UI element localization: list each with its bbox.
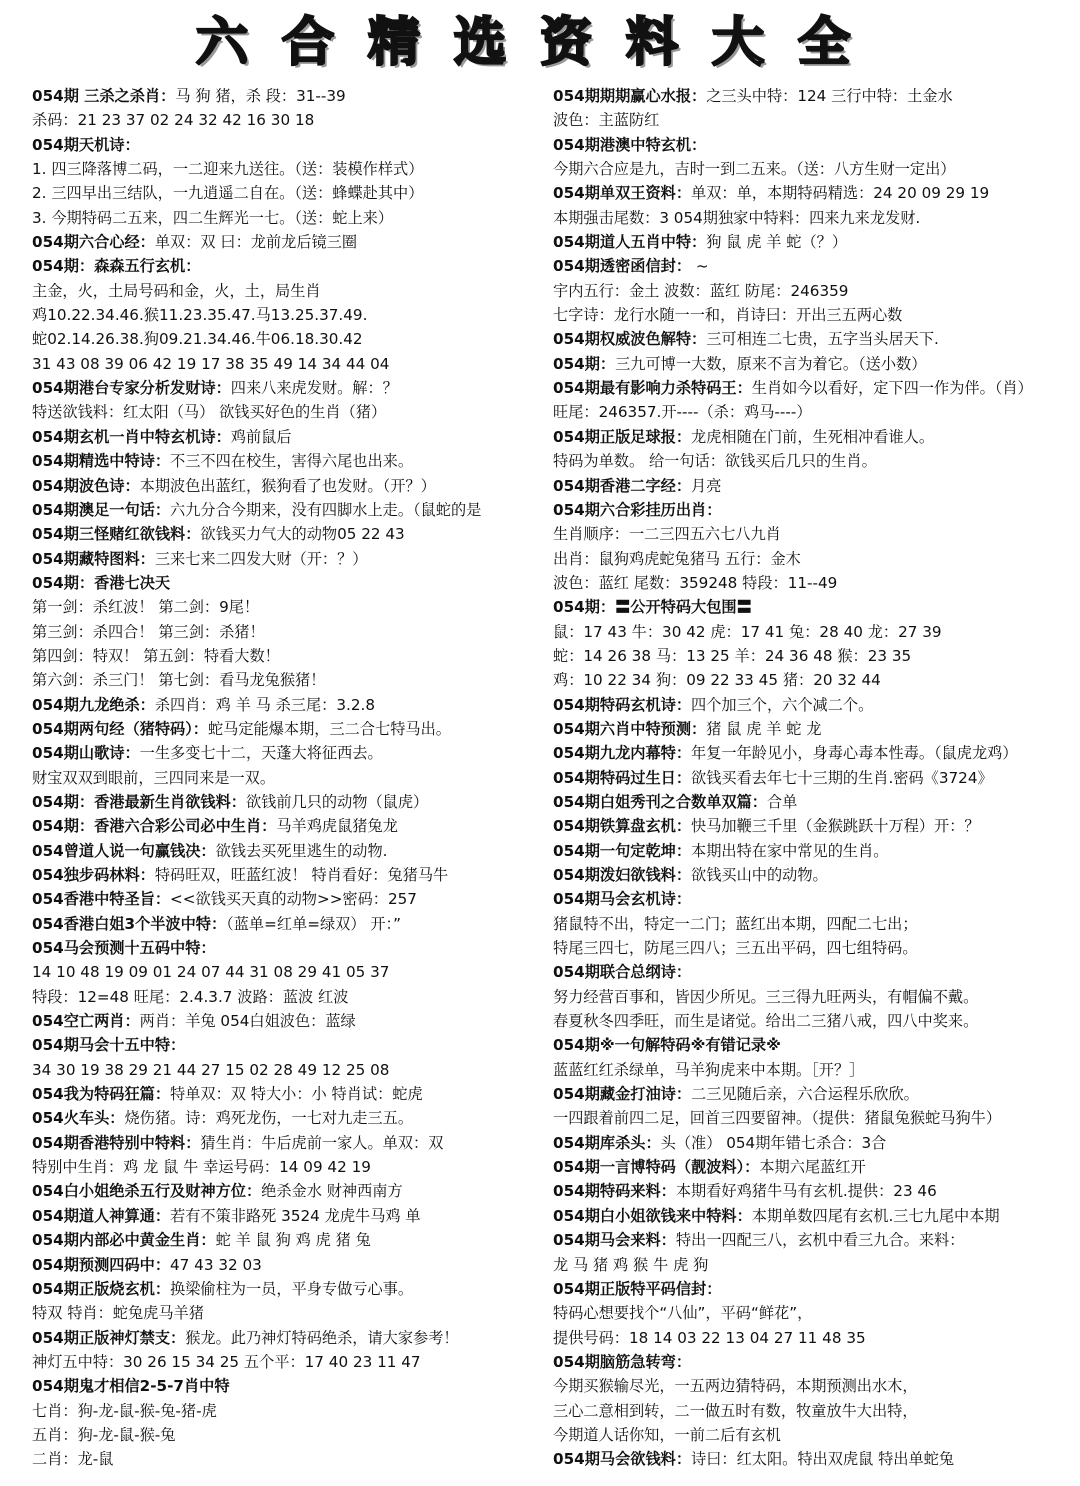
text-line	[553, 522, 1073, 546]
text-line	[553, 936, 1073, 960]
line-heading: 054期山歌诗：	[32, 744, 140, 763]
line-heading: 054期港台专家分析发财诗：	[32, 379, 231, 398]
line-heading: 054期马会来料：	[553, 1231, 676, 1250]
line-text: 蛇：14 26 38 马：13 25 羊：24 36 48 猴：23 35	[553, 646, 912, 665]
text-line	[32, 912, 548, 936]
line-heading: 054期道人五肖中特：	[553, 233, 707, 252]
line-text: 三九可博一大数，原来不言为着它。（送小数）	[615, 354, 927, 373]
line-text: 五肖：狗-龙-鼠-猴-兔	[32, 1425, 176, 1444]
line-text: 合单	[766, 792, 798, 811]
text-line	[32, 741, 548, 765]
line-text: 猪 鼠 虎 羊 蛇 龙	[706, 719, 822, 738]
text-line	[32, 960, 548, 984]
text-line	[32, 230, 548, 254]
text-line	[553, 1277, 1073, 1301]
text-line	[553, 449, 1073, 473]
line-text: 神灯五中特：30 26 15 34 25 五个平：17 40 23 11 47	[32, 1352, 421, 1371]
line-text: 特双 特肖：蛇兔虎马羊猪	[32, 1304, 204, 1323]
line-text: 今期六合应是九，吉时一到二五来。（送：八方生财一定出）	[553, 160, 956, 179]
text-line	[32, 668, 548, 692]
line-text: 马 狗 猪，杀 段：31--39	[175, 87, 346, 105]
text-line	[553, 766, 1073, 790]
line-text: 单双：单，本期特码精选：24 20 09 29 19	[691, 184, 990, 203]
text-line	[553, 108, 1073, 132]
text-line	[32, 425, 548, 449]
line-text: <<欲钱买天真的动物>>密码：257	[170, 890, 417, 909]
line-heading: 054期港澳中特玄机：	[553, 135, 707, 154]
line-text: 一生多变七十二，天蓬大将征西去。	[139, 744, 383, 763]
text-line	[553, 474, 1073, 498]
line-text: 不三不四在校生，害得六尾也出来。	[170, 452, 414, 471]
line-text: 14 10 48 19 09 01 24 07 44 31 08 29 41 05 37	[32, 963, 390, 982]
line-text: 特段：12=48 旺尾：2.4.3.7 波路：蓝波 红波	[32, 987, 349, 1006]
line-heading: 054期：〓公开特码大包围〓	[553, 598, 752, 617]
line-heading: 054期马会十五中特：	[32, 1036, 186, 1055]
text-line	[553, 230, 1073, 254]
line-text: 七字诗：龙行水随一一和，肖诗曰：开出三五两心数	[553, 306, 903, 325]
text-line	[553, 1058, 1073, 1082]
line-heading: 054期特码玄机诗：	[553, 695, 692, 714]
text-line	[553, 1082, 1073, 1106]
line-text: 蛇 羊 鼠 狗 鸡 虎 猪 兔	[215, 1231, 371, 1250]
line-heading: 054期一言博特码（靓波料）：	[553, 1158, 760, 1177]
text-line	[32, 1350, 548, 1374]
line-text: 杀码：21 23 37 02 24 32 42 16 30 18	[32, 111, 315, 130]
text-line	[553, 1301, 1073, 1325]
text-line	[553, 206, 1073, 230]
text-line	[553, 912, 1073, 936]
text-line	[553, 1350, 1073, 1374]
text-line	[32, 766, 548, 790]
line-heading: 054期正版烧玄机：	[32, 1279, 171, 1298]
text-line	[553, 84, 1073, 108]
text-line	[32, 1033, 548, 1057]
line-heading: 054期透密函信封：	[553, 257, 692, 276]
text-line	[32, 1301, 548, 1325]
line-heading: 054期：香港最新生肖欲钱料：	[32, 792, 246, 811]
text-line	[32, 108, 548, 132]
line-text: 特送欲钱料：红太阳（马） 欲钱买好色的生肖（猪）	[32, 403, 387, 422]
line-text: 狗 鼠 虎 羊 蛇（？）	[706, 233, 848, 252]
text-line	[553, 1179, 1073, 1203]
text-line	[553, 279, 1073, 303]
line-heading: 054期：	[553, 354, 616, 373]
line-text: 旺尾：246357.开----（杀：鸡马----）	[553, 403, 812, 422]
text-line	[32, 717, 548, 741]
line-text: 31 43 08 39 06 42 19 17 38 35 49 14 34 44 04	[32, 354, 390, 373]
line-text: 波色：主蓝防红	[553, 111, 660, 130]
line-text: 欲钱买看去年七十三期的生肖.密码《3724》	[691, 768, 993, 787]
text-line	[553, 620, 1073, 644]
text-line	[32, 571, 548, 595]
line-text: 龙虎相随在门前，生死相冲看谁人。	[691, 427, 935, 446]
line-text: 波色：蓝红 尾数：359248 特段：11--49	[553, 573, 838, 592]
line-text: 第四剑：特双！ 第五剑：特看大数！	[32, 646, 280, 665]
line-text: 猪鼠特不出，特定一二门；蓝红出本期，四配二七出；	[553, 914, 918, 933]
line-heading: 054白小姐绝杀五行及财神方位：	[32, 1182, 262, 1201]
line-text: 特出一四配三八，玄机中看三九合。来料：	[675, 1231, 965, 1250]
line-text: 单双：双 曰：龙前龙后镜三圈	[154, 233, 358, 252]
text-line	[553, 1423, 1073, 1447]
line-heading: 054期正版特平码信封：	[553, 1279, 722, 1298]
text-line	[553, 352, 1073, 376]
line-heading: 054期玄机一肖中特玄机诗：	[32, 427, 231, 446]
line-text: 春夏秋冬四季旺，而生是诸觉。给出二三猪八戒，四八中奖来。	[553, 1012, 979, 1031]
text-line	[32, 157, 548, 181]
text-line	[553, 1155, 1073, 1179]
text-line	[553, 425, 1073, 449]
line-heading: 054香港中特圣旨：	[32, 890, 171, 909]
text-line	[553, 839, 1073, 863]
text-line	[553, 181, 1073, 205]
line-text: 蛇马定能爆本期，三二合七特马出。	[207, 719, 451, 738]
line-text: 本期看好鸡猪牛马有玄机.提供：23 46	[675, 1182, 937, 1201]
line-text: 若有不策非路死 3524 龙虎牛马鸡 单	[170, 1206, 421, 1225]
line-text: 欲钱前几只的动物（鼠虎）	[245, 792, 429, 811]
line-heading: 054期道人神算通：	[32, 1206, 171, 1225]
line-heading: 054期藏金打油诗：	[553, 1085, 692, 1104]
line-text: 头（准） 054期年错七杀合：3合	[660, 1133, 887, 1152]
text-line	[553, 1131, 1073, 1155]
line-text: ~	[691, 257, 709, 276]
line-heading: 054期两句经（猪特码）：	[32, 719, 208, 738]
line-text: 今期买猴输尽光，一五两边猜特码，本期预测出水木，	[553, 1377, 918, 1396]
text-line	[32, 181, 548, 205]
line-heading: 054期马会玄机诗：	[553, 890, 692, 909]
line-text: 诗曰：红太阳。特出双虎鼠 特出单蛇兔	[691, 1450, 955, 1469]
text-line	[32, 1228, 548, 1252]
line-heading: 054期※一句解特码※有错记录※	[553, 1036, 781, 1055]
line-text: 今期道人话你知，一前二后有玄机	[553, 1425, 781, 1444]
text-line	[553, 133, 1073, 157]
line-heading: 054独步码林料：	[32, 866, 155, 884]
line-heading: 054期波色诗：	[32, 476, 140, 495]
line-heading: 054期内部必中黄金生肖：	[32, 1231, 216, 1250]
line-text: 四个加三个，六个减二个。	[691, 695, 874, 714]
text-line	[553, 985, 1073, 1009]
line-heading: 054期香港二字经：	[553, 476, 692, 495]
text-line	[32, 376, 548, 400]
line-heading: 054期藏特图料：	[32, 549, 155, 568]
text-line	[32, 400, 548, 424]
text-line	[553, 400, 1073, 424]
text-line	[553, 1009, 1073, 1033]
line-heading: 054期权威波色解特：	[553, 330, 707, 349]
text-line	[553, 960, 1073, 984]
line-heading: 054期最有影响力杀特码王：	[553, 379, 752, 398]
line-text: 3. 今期特码二五来，四二生辉光一七。（送：蛇上来）	[32, 208, 394, 227]
text-line	[553, 595, 1073, 619]
text-line	[32, 547, 548, 571]
line-text: 烧伤猪。诗：鸡死龙伤，一七对九走三五。	[124, 1109, 414, 1128]
text-line	[32, 693, 548, 717]
text-line	[32, 644, 548, 668]
page-title: 六合精选资料大全	[195, 13, 884, 73]
line-heading: 054期香港特别中特料：	[32, 1133, 201, 1152]
line-text: 财宝双双到眼前，三四同来是一双。	[32, 768, 275, 787]
text-line	[553, 1033, 1073, 1057]
line-heading: 054空亡两肖：	[32, 1012, 140, 1031]
line-heading: 054期库杀头：	[553, 1133, 661, 1152]
text-line	[32, 1009, 548, 1033]
text-line	[32, 1447, 548, 1471]
text-line	[553, 814, 1073, 838]
line-text: 快马加鞭三千里（金猴跳跃十万程）开：？	[691, 817, 980, 836]
text-line	[553, 498, 1073, 522]
text-line	[553, 1447, 1073, 1471]
text-line	[553, 644, 1073, 668]
line-heading: 054火车头：	[32, 1109, 125, 1128]
line-heading: 054期正版足球报：	[553, 427, 692, 446]
line-text: 鸡前鼠后	[230, 427, 292, 446]
text-line	[553, 717, 1073, 741]
line-heading: 054期精选中特诗：	[32, 452, 171, 471]
text-line	[32, 279, 548, 303]
line-text: 努力经营百事和，皆因少所见。三三得九旺两头，有帽偏不戴。	[553, 987, 979, 1006]
line-text: 2. 三四早出三结队，一九逍遥二自在。（送：蜂蝶赴其中）	[32, 184, 424, 203]
line-heading: 054期铁算盘玄机：	[553, 817, 692, 836]
line-heading: 054期六合彩挂历出肖：	[553, 500, 722, 519]
text-line	[32, 1179, 548, 1203]
line-text: 特码心想要找个“八仙”，平码“鲜花”，	[553, 1304, 813, 1323]
text-line	[32, 863, 548, 887]
line-text: 两肖：羊兔 054白姐波色：蓝绿	[139, 1012, 356, 1031]
line-text: 第六剑：杀三门！ 第七剑：看马龙兔猴猪！	[32, 671, 326, 690]
line-text: 第三剑：杀四合！ 第三剑：杀猪！	[32, 622, 265, 641]
text-line	[553, 668, 1073, 692]
line-text: 47 43 32 03	[170, 1255, 262, 1274]
line-text: 特码为单数。 给一句话：欲钱买后几只的生肖。	[553, 452, 877, 471]
line-heading: 054期脑筋急转弯：	[553, 1352, 692, 1371]
line-heading: 054期九龙绝杀：	[32, 695, 155, 714]
text-line	[553, 1228, 1073, 1252]
line-text: 欲钱买山中的动物。	[691, 866, 828, 884]
line-heading: 054期六肖中特预测：	[553, 719, 707, 738]
line-text: 二三见随后亲，六合运程乐欣欣。	[691, 1085, 919, 1104]
line-heading: 054期 三杀之杀肖：	[32, 87, 176, 105]
text-line	[553, 1399, 1073, 1423]
line-text: 猴龙。此乃神灯特码绝杀，请大家参考！	[185, 1328, 459, 1347]
line-text: 欲钱买力气大的动物05 22 43	[200, 525, 405, 544]
line-text: 二肖：龙-鼠	[32, 1450, 114, 1469]
line-text: 猜生肖：牛后虎前一家人。单双：双	[200, 1133, 444, 1152]
line-text: 鼠：17 43 牛：30 42 虎：17 41 兔：28 40 龙：27 39	[553, 622, 942, 641]
text-line	[32, 1423, 548, 1447]
text-line	[32, 1277, 548, 1301]
text-line	[32, 620, 548, 644]
text-line	[553, 1374, 1073, 1398]
line-text: 马羊鸡虎鼠猪兔龙	[276, 817, 398, 836]
line-text: 月亮	[691, 476, 722, 495]
text-line	[32, 790, 548, 814]
line-heading: 054期六合心经：	[32, 233, 155, 252]
text-line	[553, 157, 1073, 181]
line-heading: 054期天机诗：	[32, 135, 140, 154]
line-text: 三来七来二四发大财（开：？）	[154, 549, 368, 568]
line-text: 绝杀金水 财神西南方	[261, 1182, 403, 1201]
line-text: 34 30 19 38 29 21 44 27 15 02 28 49 12 25 08	[32, 1060, 390, 1079]
text-line	[553, 1326, 1073, 1350]
text-line	[32, 595, 548, 619]
line-heading: 054期正版神灯禁支：	[32, 1328, 186, 1347]
line-text: 四来八来虎发财。解：？	[230, 379, 398, 398]
text-line	[32, 1082, 548, 1106]
line-text: 龙 马 猪 鸡 猴 牛 虎 狗	[553, 1255, 709, 1274]
line-heading: 054期澳足一句话：	[32, 500, 171, 519]
line-heading: 054期联合总纲诗：	[553, 963, 692, 982]
text-line	[553, 547, 1073, 571]
right-column	[553, 84, 1073, 1472]
text-line	[32, 814, 548, 838]
text-line	[553, 887, 1073, 911]
line-text: 特码旺双，旺蓝红波！ 特肖看好：兔猪马牛	[154, 866, 449, 884]
line-heading: 054期特码来料：	[553, 1182, 676, 1201]
text-line	[32, 303, 548, 327]
text-line	[32, 133, 548, 157]
text-line	[32, 1374, 548, 1398]
line-heading: 054期期期赢心水报：	[553, 87, 707, 105]
line-text: 七肖：狗-龙-鼠-猴-兔-猪-虎	[32, 1401, 217, 1420]
line-text: 提供号码：18 14 03 22 13 04 27 11 48 35	[553, 1328, 866, 1347]
line-text: 第一剑：杀红波！ 第二剑：9尾！	[32, 598, 260, 617]
line-heading: 054期白小姐欲钱来中特料：	[553, 1206, 752, 1225]
line-heading: 054期：森森五行玄机：	[32, 257, 201, 276]
text-line	[553, 1204, 1073, 1228]
text-line	[553, 327, 1073, 351]
line-heading: 054期马会欲钱料：	[553, 1450, 692, 1469]
line-heading: 054期一句定乾坤：	[553, 841, 692, 860]
line-heading: 054期九龙内幕特：	[553, 744, 692, 763]
text-line	[553, 254, 1073, 278]
line-text: 宇内五行：金土 波数：蓝红 防尾：246359	[553, 281, 849, 300]
text-line	[32, 449, 548, 473]
text-line	[32, 352, 548, 376]
line-heading: 054期三怪赌红欲钱料：	[32, 525, 201, 544]
line-heading: 054期泼妇欲钱料：	[553, 866, 692, 884]
line-text: 特尾三四七，防尾三四八；三五出平码，四七组特码。	[553, 939, 918, 958]
text-line	[32, 327, 548, 351]
text-line	[32, 887, 548, 911]
text-line	[32, 1106, 548, 1130]
text-line	[32, 84, 548, 108]
line-text: 本期强击尾数：3 054期独家中特料：四来九来龙发财.	[553, 208, 921, 227]
text-line	[32, 206, 548, 230]
text-line	[32, 1326, 548, 1350]
line-heading: 054期白姐秀刊之合数单双篇：	[553, 792, 767, 811]
line-heading: 054马会预测十五码中特：	[32, 939, 216, 958]
text-line	[553, 376, 1073, 400]
text-line	[553, 693, 1073, 717]
text-line	[32, 1058, 548, 1082]
text-line	[32, 474, 548, 498]
line-text: 生肖如今以看好，定下四一作为伴。（肖）	[751, 379, 1033, 398]
text-line	[553, 1106, 1073, 1130]
line-heading: 054期：香港六合彩公司必中生肖：	[32, 817, 277, 836]
line-text: 特别中生肖：鸡 龙 鼠 牛 幸运号码：14 09 42 19	[32, 1158, 371, 1177]
text-line	[32, 254, 548, 278]
text-line	[32, 936, 548, 960]
line-heading: 054我为特码狂篇：	[32, 1085, 171, 1104]
line-text: 生肖顺序：一二三四五六七八九肖	[553, 525, 781, 544]
line-text: 本期出特在家中常见的生肖。	[691, 841, 889, 860]
text-line	[32, 1204, 548, 1228]
line-text: 之三头中特：124 三行中特：土金水	[706, 87, 953, 105]
text-line	[32, 498, 548, 522]
line-text: 杀四肖：鸡 羊 马 杀三尾：3.2.8	[154, 695, 376, 714]
left-column	[32, 84, 548, 1472]
line-text: 本期单数四尾有玄机.三七九尾中本期	[751, 1206, 1000, 1225]
line-text: 1. 四三降落博二码，一二迎来九送往。（送：装模作样式）	[32, 160, 424, 179]
text-line	[32, 1131, 548, 1155]
text-line	[32, 839, 548, 863]
text-line	[32, 1155, 548, 1179]
line-heading: 054期单双王资料：	[553, 184, 692, 203]
line-text: 鸡10.22.34.46.猴11.23.35.47.马13.25.37.49.	[32, 306, 368, 325]
line-text: 六九分合今期来，没有四脚水上走。（鼠蛇的是	[170, 500, 482, 519]
line-text: 三可相连二七贵，五字当头居天下.	[706, 330, 939, 349]
text-line	[553, 303, 1073, 327]
line-text: 蓝蓝红红杀绿单，马羊狗虎来中本期。［开？］	[553, 1060, 865, 1079]
text-line	[32, 1399, 548, 1423]
line-heading: 054期特码过生日：	[553, 768, 692, 787]
line-text: 欲钱去买死里逃生的动物.	[215, 841, 388, 860]
line-text: （蓝单=红单=绿双） 开：”	[226, 914, 401, 933]
text-line	[553, 863, 1073, 887]
text-line	[553, 1253, 1073, 1277]
line-text: 本期六尾蓝红开	[759, 1158, 866, 1177]
line-text: 三心二意相到转，二一做五时有数，牧童放牛大出特，	[553, 1401, 918, 1420]
line-heading: 054期：香港七决天	[32, 573, 171, 592]
line-text: 年复一年龄见小，身毒心毒本性毒。（鼠虎龙鸡）	[691, 744, 1018, 763]
line-heading: 054期鬼才相信2-5-7肖中特	[32, 1377, 230, 1396]
text-line	[32, 1253, 548, 1277]
line-text: 特单双：双 特大小：小 特肖试：蛇虎	[170, 1085, 423, 1104]
line-text: 一四跟着前四二足，回首三四要留神。（提供：猪鼠兔猴蛇马狗牛）	[553, 1109, 1002, 1128]
line-heading: 054香港白姐3个半波中特：	[32, 914, 227, 933]
text-line	[32, 985, 548, 1009]
line-heading: 054曾道人说一句赢钱决：	[32, 841, 216, 860]
line-heading: 054期预测四码中：	[32, 1255, 171, 1274]
line-text: 出肖：鼠狗鸡虎蛇兔猪马 五行：金木	[553, 549, 801, 568]
line-text: 本期波色出蓝红，猴狗看了也发财。（开？）	[139, 476, 436, 495]
text-line	[553, 571, 1073, 595]
text-line	[553, 741, 1073, 765]
line-text: 主金，火，土局号码和金，火，土，局生肖	[32, 281, 321, 300]
text-line	[32, 522, 548, 546]
line-text: 鸡：10 22 34 狗：09 22 33 45 猪：20 32 44	[553, 671, 881, 690]
line-text: 换梁偷柱为一员，平身专做亏心事。	[170, 1279, 414, 1298]
line-text: 蛇02.14.26.38.狗09.21.34.46.牛06.18.30.42	[32, 330, 363, 349]
text-line	[553, 790, 1073, 814]
